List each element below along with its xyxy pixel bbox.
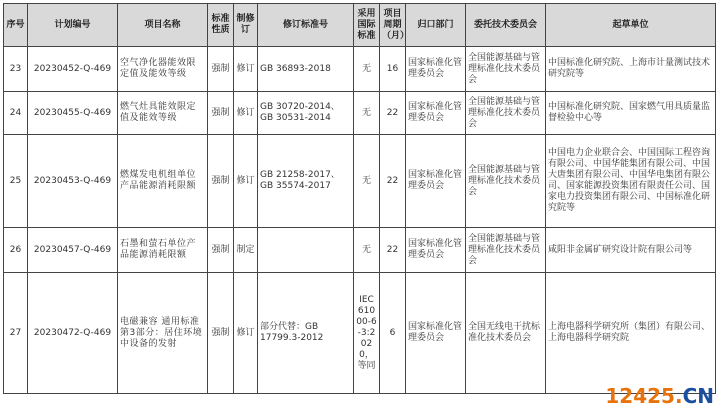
cell-nature: 强制	[208, 135, 234, 228]
cell-committee: 全国能源基础与管理标准化技术委员会	[466, 47, 546, 92]
header-drafter: 起草单位	[546, 4, 716, 47]
table-row	[4, 47, 716, 92]
header-plan-no: 计划编号	[28, 4, 118, 47]
header-nature: 标准性质	[208, 4, 234, 47]
cell-intl: IEC 61000-6-3:2020，等同	[354, 273, 380, 394]
cell-period: 22	[380, 92, 406, 135]
header-revised: 修订标准号	[258, 4, 354, 47]
cell-dept: 国家标准化管理委员会	[406, 92, 466, 135]
cell-plan-no: 20230452-Q-469	[28, 47, 118, 92]
cell-plan-no: 20230472-Q-469	[28, 273, 118, 394]
header-committee: 委托技术委员会	[466, 4, 546, 47]
table-row	[4, 273, 716, 394]
cell-committee: 全国能源基础与管理标准化技术委员会	[466, 228, 546, 273]
cell-drafter: 咸阳非金属矿研究设计院有限公司等	[546, 228, 716, 273]
cell-revised: GB 36893-2018	[258, 47, 354, 92]
cell-period: 22	[380, 135, 406, 228]
cell-plan-no: 20230453-Q-469	[28, 135, 118, 228]
cell-nature: 强制	[208, 92, 234, 135]
cell-committee: 全国能源基础与管理标准化技术委员会	[466, 135, 546, 228]
cell-intl: 无	[354, 47, 380, 92]
header-seq: 序号	[4, 4, 28, 47]
header-dept: 归口部门	[406, 4, 466, 47]
header-period: 项目周期（月）	[380, 4, 406, 47]
watermark-dot: .	[674, 384, 683, 408]
cell-seq: 24	[4, 92, 28, 135]
cell-revised	[258, 228, 354, 273]
cell-plan-no: 20230457-Q-469	[28, 228, 118, 273]
cell-revised: 部分代替：GB 17799.3-2012	[258, 273, 354, 394]
watermark-number: 12425	[605, 384, 675, 408]
cell-type: 修订	[234, 135, 258, 228]
header-project: 项目名称	[118, 4, 208, 47]
cell-drafter: 中国电力企业联合会、中国国际工程咨询有限公司、中国华能集团有限公司、中国大唐集团有限公司、中国华电集团有限公司、国家能源投资集团有限责任公司、国家电力投资集团有限公司、中国标准化研究院等	[546, 135, 716, 228]
cell-project: 空气净化器能效限定值及能效等级	[118, 47, 208, 92]
cell-dept: 国家标准化管理委员会	[406, 228, 466, 273]
cell-seq: 26	[4, 228, 28, 273]
standards-plan-table	[3, 3, 716, 394]
cell-committee: 全国无线电干扰标准化技术委员会	[466, 273, 546, 394]
cell-dept: 国家标准化管理委员会	[406, 273, 466, 394]
cell-drafter: 中国标准化研究院、国家燃气用具质量监督检验中心等	[546, 92, 716, 135]
cell-period: 22	[380, 228, 406, 273]
cell-project: 石墨和萤石单位产品能源消耗限额	[118, 228, 208, 273]
cell-dept: 国家标准化管理委员会	[406, 135, 466, 228]
cell-project: 电磁兼容 通用标准 第3部分：居住环境中设备的发射	[118, 273, 208, 394]
cell-seq: 27	[4, 273, 28, 394]
header-intl: 采用国际标准	[354, 4, 380, 47]
cell-committee: 全国能源基础与管理标准化技术委员会	[466, 92, 546, 135]
cell-nature: 强制	[208, 47, 234, 92]
cell-seq: 23	[4, 47, 28, 92]
cell-revised: GB 30720-2014、GB 30531-2014	[258, 92, 354, 135]
table-row	[4, 135, 716, 228]
cell-type: 修订	[234, 92, 258, 135]
cell-intl: 无	[354, 135, 380, 228]
table-row	[4, 92, 716, 135]
cell-nature: 强制	[208, 228, 234, 273]
cell-project: 燃煤发电机组单位产品能源消耗限额	[118, 135, 208, 228]
cell-type: 修订	[234, 47, 258, 92]
cell-type: 修订	[234, 273, 258, 394]
cell-period: 6	[380, 273, 406, 394]
cell-project: 燃气灶具能效限定值及能效等级	[118, 92, 208, 135]
cell-revised: GB 21258-2017、GB 35574-2017	[258, 135, 354, 228]
cell-intl: 无	[354, 92, 380, 135]
cell-nature: 强制	[208, 273, 234, 394]
cell-intl: 无	[354, 228, 380, 273]
cell-dept: 国家标准化管理委员会	[406, 47, 466, 92]
cell-plan-no: 20230455-Q-469	[28, 92, 118, 135]
watermark-domain: CN	[682, 384, 714, 408]
site-watermark-logo	[605, 384, 714, 408]
cell-drafter: 上海电器科学研究所（集团）有限公司、上海电器科学研究院	[546, 273, 716, 394]
table-header-row	[4, 4, 716, 47]
cell-seq: 25	[4, 135, 28, 228]
cell-drafter: 中国标准化研究院、上海市计量测试技术研究院等	[546, 47, 716, 92]
header-type: 制修订	[234, 4, 258, 47]
cell-period: 16	[380, 47, 406, 92]
table-row	[4, 228, 716, 273]
cell-type: 制定	[234, 228, 258, 273]
